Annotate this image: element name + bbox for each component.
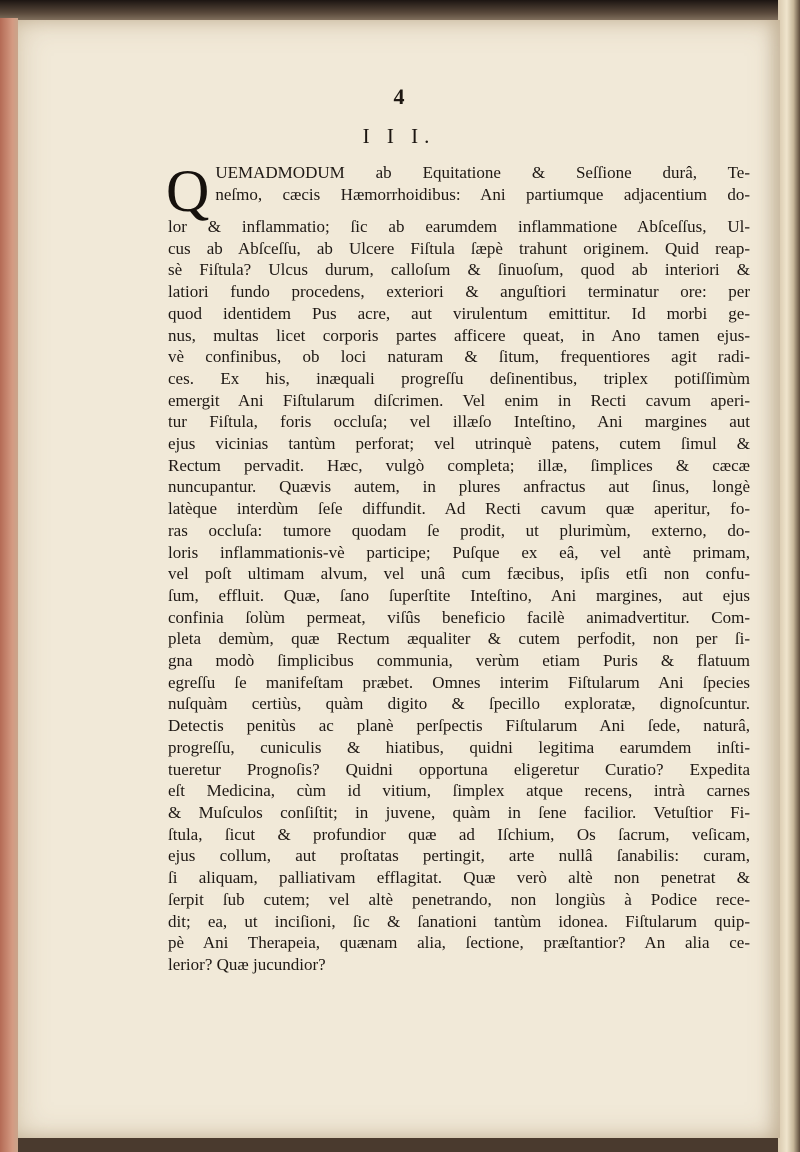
text-line: nus, multas licet corporis partes afficere queat, in Ano tamen ejus- — [168, 325, 750, 345]
text-line: neſmo, cæcis Hæmorrhoidibus: Ani partiumque adjacentium do- — [215, 184, 750, 204]
text-line: sè Fiſtula? Ulcus durum, calloſum & ſinuoſum, quod ab interiori & — [168, 260, 750, 280]
text-line: lerior? Quæ jucundior? — [168, 954, 326, 974]
text-line: gna modò ſimplicibus communia, verùm etiam Puris & flatuum — [168, 651, 750, 671]
text-line: Rectum pervadit. Hæc, vulgò completa; illæ, ſimplices & cæcæ — [168, 455, 750, 475]
text-line: quod identidem Pus acre, aut virulentum emittitur. Id morbi ge- — [168, 303, 750, 323]
text-line: eſt Medicina, cùm id vitium, ſimplex atque recens, intrà carnes — [168, 781, 750, 801]
text-line: pè Ani Therapeia, quænam alia, ſectione, præſtantior? An alia ce- — [168, 933, 750, 953]
text-line: nuſquàm certiùs, quàm digito & ſpecillo exploratæ, dignoſcuntur. — [168, 694, 750, 714]
text-line: ejus collum, aut proſtatas pertingit, arte nullâ ſanabilis: curam, — [168, 846, 750, 866]
body-paragraph — [166, 158, 750, 976]
page-number: 4 — [393, 84, 405, 109]
text-line: progreſſu, cuniculis & hiatibus, quidni legitima earumdem inſti- — [168, 737, 750, 757]
book-left-edge — [0, 18, 18, 1152]
text-line: ſerpit ſub cutem; vel altè penetrando, non longiùs à Podice rece- — [168, 889, 750, 909]
text-line: nuncupantur. Quævis autem, in plures anfractus aut ſinus, longè — [168, 477, 750, 497]
text-line: ſi aliquam, palliativam efflagitat. Quæ verò altè non penetrat & — [168, 868, 750, 888]
text-line: dit; ea, ut inciſioni, ſic & ſanationi tantùm idonea. Fiſtularum quip- — [168, 911, 750, 931]
text-line: vè confinibus, ob loci naturam & ſitum, frequentiores agit radi- — [168, 347, 750, 367]
text-line: ces. Ex his, inæquali progreſſu deſinentibus, triplex potiſſimùm — [168, 368, 750, 388]
text-line: loris inflammationis-vè participe; Puſque ex eâ, vel antè primam, — [168, 542, 750, 562]
text-line: ras occluſa: tumore quodam ſe prodit, ut plurimùm, externo, do- — [168, 520, 750, 540]
text-line: pleta demùm, quæ Rectum æqualiter & cutem perfodit, non per ſi- — [168, 629, 750, 649]
text-line: & Muſculos conſiſtit; in juvene, quàm in ſene facilior. Vetuſtior Fi- — [168, 802, 750, 822]
text-line: UEMADMODUM ab Equitatione & Seſſione durâ, Te- — [215, 163, 750, 182]
text-line: tur Fiſtula, foris occluſa; vel illæſo Inteſtino, Ani margines aut — [168, 412, 750, 432]
text-line: tueretur Prognoſis? Quidni opportuna eligeretur Curatio? Expedita — [168, 759, 750, 779]
text-line: Detectis penitùs ac planè perſpectis Fiſtularum Ani ſede, naturâ, — [168, 716, 750, 736]
text-line: emergit Ani Fiſtularum diſcrimen. Vel enim in Recti cavum aperi- — [168, 390, 750, 410]
text-line: vel poſt ultimam alvum, vel unâ cum fæcibus, ipſis etſi non confu- — [168, 564, 750, 584]
text-line: egreſſu ſe manifeſtam præbet. Omnes interim Fiſtularum Ani ſpecies — [168, 672, 750, 692]
text-line: latiori fundo procedens, exteriori & anguſtiori terminatur ore: per — [168, 282, 750, 302]
text-line: confinia ſolùm permeat, viſûs beneficio facilè animadvertitur. Com- — [168, 607, 750, 627]
text-line: ſum, effluit. Quæ, ſano ſuperſtite Inteſtino, Ani margines, aut ejus — [168, 585, 750, 605]
drop-cap: Q — [166, 158, 210, 224]
text-line: lor & inflammatio; ſic ab earumdem inflammatione Abſceſſus, Ul- — [168, 217, 750, 236]
book-page-stack-edge — [778, 0, 800, 1152]
book-page — [18, 20, 780, 1138]
text-line: ejus vicinias tantùm perforat; vel utrinquè patens, cutem ſimul & — [168, 434, 750, 454]
text-line: cus ab Abſceſſu, ab Ulcere Fiſtula ſæpè trahunt originem. Quid reap- — [168, 238, 750, 258]
section-heading: I I I. — [362, 124, 436, 148]
text-line: latèque interdùm ſeſe diffundit. Ad Recti cavum quæ aperitur, fo- — [168, 499, 750, 519]
book-top-edge — [0, 0, 800, 22]
text-line: ſtula, ſicut & profundior quæ ad Iſchium, Os ſacrum, veſicam, — [168, 824, 750, 844]
